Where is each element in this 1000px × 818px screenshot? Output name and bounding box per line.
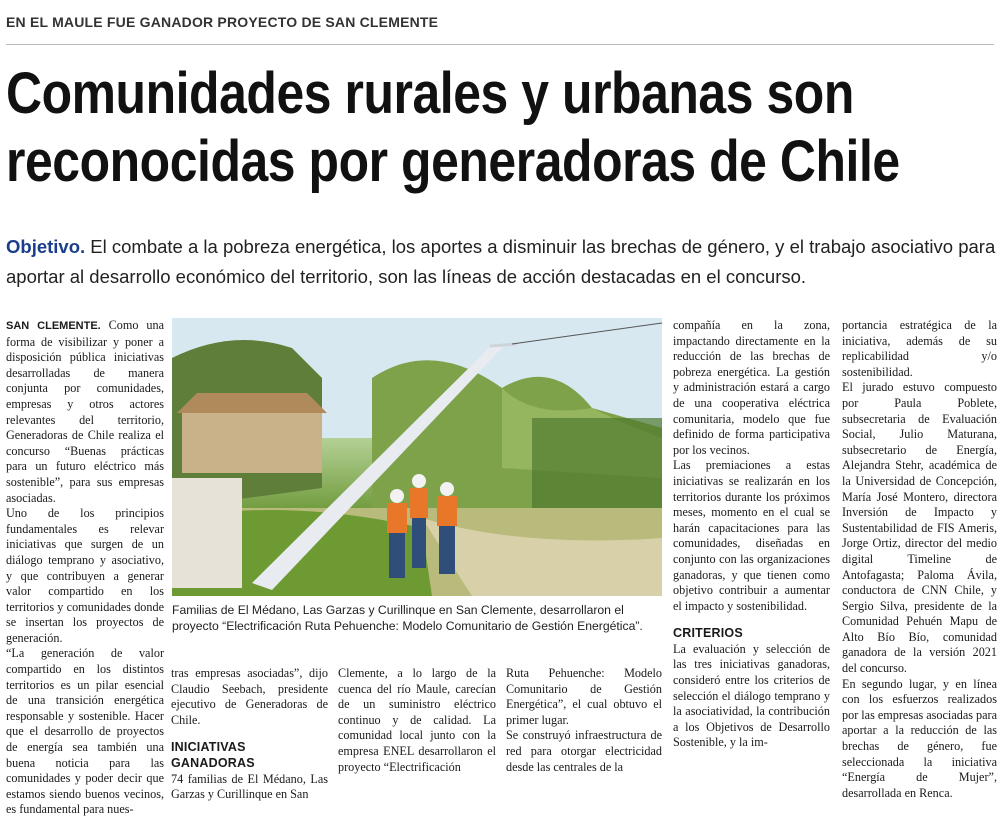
standfirst-lead: Objetivo.	[6, 236, 86, 257]
article-column-4	[506, 666, 662, 775]
paragraph: 74 familias de El Médano, Las Garzas y Curillinque en San	[171, 771, 328, 802]
paragraph: La evaluación y selección de las tres iniciativas ganadoras, consideró entre los criterios de selección el diálogo temprano y la asociatividad, la contribución a los Objetivos de Desarrollo Sostenible, y la im-	[673, 641, 830, 750]
paragraph: “La generación de valor compartido en los distintos territorios es un pilar esencial de una transición energética responsable y sostenible. Hacer que el desarrollo de proyectos de energía sea también una buena noticia para las comunidades y poder decir que estamos siendo buenos vecinos, es fundamental para nues-	[6, 646, 164, 817]
article-photo	[172, 318, 662, 596]
paragraph: En segundo lugar, y en línea con los esfuerzos realizados por las empresas asociadas para aportar a la reducción de las brechas de género, fue seleccionada la iniciativa “Energía de Mujer”, desarrollada en Renca.	[842, 676, 997, 800]
headline	[6, 60, 900, 196]
paragraph: Uno de los principios fundamentales es relevar iniciativas que surgen de un diálogo temprano y asociativo, y que contribuyen a generar valor compartido en los territorios y comunidades donde se insertan los proyectos de generación.	[6, 506, 164, 645]
photo-caption: Familias de El Médano, Las Garzas y Curillinque en San Clemente, desarrollaron el proyecto “Electrificación Ruta Pehuenche: Modelo Comunitario de Gestión Energética”.	[172, 603, 643, 633]
paragraph: Ruta Pehuenche: Modelo Comunitario de Gestión Energética”, el cual obtuvo el primer lugar.	[506, 666, 662, 727]
article-column-1	[6, 318, 164, 818]
paragraph: Se construyó infraestructura de red para otorgar electricidad desde las centrales de la	[506, 728, 662, 774]
article-column-5	[673, 318, 830, 751]
top-divider	[6, 44, 994, 45]
article-column-2	[171, 666, 328, 803]
subhead-criterios: CRITERIOS	[673, 626, 743, 641]
headline-line-1: Comunidades rurales y urbanas son	[6, 61, 854, 126]
standfirst-text: El combate a la pobreza energética, los aportes a disminuir las brechas de género, y el trabajo asociativo para aportar al desarrollo económico del territorio, son las líneas de acción destacadas en el concurso.	[6, 236, 996, 287]
paragraph: compañía en la zona, impactando directamente en la reducción de las brechas de pobreza energética. La gestión y administración estará a cargo de una cooperativa eléctrica comunitaria, modelo que fue definido de forma participativa por los vecinos.	[673, 318, 830, 457]
headline-line-2: reconocidas por generadoras de Chile	[6, 129, 900, 194]
paragraph	[6, 318, 164, 506]
paragraph: Las premiaciones a estas iniciativas se realizarán en los territorios durante los próximos meses, momento en el cual se harán capacitaciones para las comunidades, diseñadas en conjunto con las organizaciones ganadoras, y que tienen como objetivo contribuir a aumentar el impacto y sostenibilidad.	[673, 458, 830, 613]
article-column-3	[338, 666, 496, 775]
photo-illustration	[172, 318, 662, 596]
article-column-6	[842, 318, 997, 801]
subhead-iniciativas: INICIATIVAS GANADORAS	[171, 740, 255, 770]
section-kicker: EN EL MAULE FUE GANADOR PROYECTO DE SAN CLEMENTE	[6, 14, 439, 30]
paragraph: tras empresas asociadas”, dijo Claudio Seebach, presidente ejecutivo de Generadoras de Chile.	[171, 666, 328, 727]
paragraph-text: Como una forma de visibilizar y poner a disposición pública iniciativas desarrolladas de manera conjunta por comunidades, empresas y otros actores relevantes del territorio, Generadoras de Chile realiza el concurso “Buenas prácticas para un futuro eléctrico más sostenible”, para sus empresas asociadas.	[6, 318, 164, 505]
paragraph: portancia estratégica de la iniciativa, además de su replicabilidad y/o sostenibilidad.	[842, 318, 997, 379]
paragraph: Clemente, a lo largo de la cuenca del río Maule, carecían de un suministro eléctrico continuo y de calidad. La comunidad local junto con la empresa ENEL desarrollaron el proyecto “Electrificación	[338, 666, 496, 774]
standfirst	[6, 232, 996, 292]
dateline: SAN CLEMENTE.	[6, 320, 101, 332]
paragraph: El jurado estuvo compuesto por Paula Poblete, subsecretaria de Evaluación Social, Julio Maturana, subsecretario de Energía, Alejandra Stehr, académica de la Universidad de Concepción, María José Montero, directora Inversión de Impacto y Sustentabilidad de FIS Ameris, Jorge Ortiz, director del medio digital Timeline de Antofagasta; Paloma Ávila, conductora de CNN Chile, y Sergio Silva, presidente de la Comunidad Pehuén Mapu de Alto Bío Bío, comunidad ganadora de la versión 2021 del concurso.	[842, 380, 997, 676]
